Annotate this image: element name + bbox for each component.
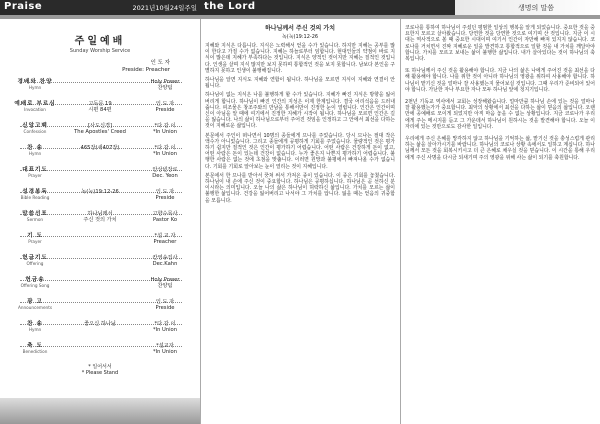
word-paragraph: 코로나를 통하여 하나님이 주셨던 평범한 일상의 행복을 알게 되었습니다. 중요한 것을 중요한지 모르고 살아왔습니다. 당연한 것을 당연한 것으로 여기며 산 것입니다. 지금 이 시대는 역사적으로 볼 때 중요한 시대이며 여기서 인간이 자만해 빠져 있지지 않습니다. 코로나를 거치면서 진짜 지혜로운 일을 발견하고 통합적으로 일할 것을 내 가치를 깨달아야 합니다. 가치를 모르고 보내는 삶이 불행한 삶입니다. 내가 살아있다는 것이 하나님의 축복입니다. — [405, 25, 595, 63]
order-item-en: Offering — [26, 261, 44, 266]
order-item-leader — [130, 211, 200, 228]
order-item-ko: 말씀선포 — [22, 211, 48, 217]
order-item-name — [0, 343, 70, 360]
order-item-leader-ko: 인 도 자 — [155, 189, 175, 195]
order-item-leader — [130, 101, 200, 118]
order-item-en: Hymn — [28, 327, 42, 332]
order-item-name — [0, 255, 70, 272]
order-item-leader — [130, 343, 200, 360]
order-item-en: Bible Reading — [20, 195, 50, 200]
order-item-en: Invocation — [24, 107, 46, 112]
order-item-name — [0, 211, 70, 228]
order-item-leader-ko: *다 같 이 — [154, 123, 176, 129]
order-item-en: Sermon — [26, 217, 44, 222]
order-item-name — [0, 189, 70, 206]
sermon-body — [200, 43, 400, 204]
order-item-en: Offering Song — [20, 283, 50, 288]
order-item-en: Prayer — [28, 239, 42, 244]
order-item-leader-ko: 고향수목사 — [152, 211, 178, 217]
order-item-leader — [130, 145, 200, 162]
order-item-leader-en: *In Union — [152, 151, 178, 157]
order-item-en: Hymn — [28, 85, 42, 90]
order-item-detail — [70, 277, 130, 294]
order-item-ko: 대표기도 — [22, 167, 48, 173]
order-item-name — [0, 101, 70, 118]
word-paragraph: 2천년 기독교 역사에서 교회는 성장해왔습니다. 얼마만큼 하나님 손에 있는 것을 얼마나 잘 활용했는가가 중요합니다. 최악의 상황에서 최선을 다하는 삶이 믿음의 삶입니다. 오랜만에 공예배로 모이게 되었지만 아직 마음 놓을 수 없는 상황입니다. 지금 코로나가 우리에게 주는 메시지를 듣고 그 가운데서 하나님이 원하시는 것을 발견해야 합니다. 오늘 이 자리에 있는 것만으로도 감사한 일입니다. — [405, 99, 595, 130]
header-band — [400, 15, 600, 19]
order-item-ko: 기 도 — [27, 233, 43, 239]
order-item-leader — [130, 299, 200, 316]
order-item-detail — [70, 79, 130, 96]
order-item-name — [0, 277, 70, 294]
order-item-ko: 경배와 찬양 — [17, 79, 53, 85]
order-item-leader — [130, 123, 200, 140]
order-item-leader-en: Preside — [155, 107, 175, 113]
order-item-leader-en: *In Union — [152, 349, 178, 355]
order-item-leader-en: Preacher — [153, 239, 177, 245]
order-item-leader — [130, 167, 200, 184]
sermon-paragraph: 지혜와 지식은 다릅니다. 지식은 노력해서 얻을 수가 있습니다. 하지만 지혜는 공부를 많이 한다고 가질 수가 없습니다. 지혜는 하늘로부터 임합니다. 현대인들의 약점이 바로 지식이 많은데 지혜가 부족하다는 것입니다. 지식은 양적인 것이지만 지혜는 질적인 것입니다. 인생을 살며 지식 많지만 보지 못하며 통합적인 것을 보지 못합니다. 남보다 본인을 구별하지 못하고 인생이 불행해집니다. — [205, 43, 395, 74]
order-item-detail: 하나님께서 주신 것의 가치 — [83, 211, 117, 223]
order-item-ko: 헌금기도 — [22, 255, 48, 261]
order-item-ko: 헌금송 — [25, 277, 45, 283]
order-item-ko: 광 고 — [27, 299, 43, 305]
lord-header — [200, 0, 400, 15]
bulletin-date: 2021년10월24일주일 — [132, 4, 197, 12]
word-of-life-column — [400, 0, 600, 424]
sermon-paragraph: 본문에서 주인이 떠나면서 10명의 종들에게 므나를 주었습니다. 당시 므나는 절대 작은 액수가 아니었습니다. 그리고 종들에게 공평하게 기회를 주었습니다. 물량적인 것은 평가하기 쉽지만 질적인 것은 인간이 평가하기 어렵습니다. 어떤 사람은 건강하게 돈이 없고, 어떤 사람은 돈이 있는데 건강이 없습니다. 누가 좋은지 나쁜지 평가하기 어렵습니다. 불행한 사람은 없는 것에 초점을 맞춥니다. 이러면 원망과 불평에서 빠져나올 수가 없습니다. 기회를 기회로 알아보는 눈이 열리는 것이 지혜입니다. — [205, 132, 395, 170]
order-item-leader-ko: *설교자 — [156, 343, 174, 349]
order-item — [0, 299, 200, 316]
order-item-leader-ko: 안상빈장로 — [152, 167, 178, 173]
order-item-en: Announcements — [17, 305, 53, 310]
order-item — [0, 189, 200, 206]
order-item-detail — [70, 343, 130, 360]
order-item-leader — [130, 321, 200, 338]
order-item-leader — [130, 255, 200, 272]
order-item-leader-en: Preside — [155, 305, 175, 311]
order-item-ko: 예배로 부르심 — [14, 101, 56, 107]
order-item-leader — [130, 233, 200, 250]
service-leader — [0, 60, 200, 74]
stand-note — [0, 364, 200, 376]
stand-note-ko: * 일어서서 — [88, 364, 112, 370]
order-item-en: Benediction — [22, 349, 48, 354]
order-item-leader-en: *In Union — [152, 129, 178, 135]
order-item-leader-ko: *다 같 이 — [154, 321, 176, 327]
order-item-leader-ko: 칸영송집사 — [152, 255, 178, 261]
order-item-leader-ko: *다 같 이 — [154, 145, 176, 151]
order-item-detail — [70, 255, 130, 272]
order-item-detail: 고독문 19 시편 84편 — [88, 101, 112, 113]
leader-en: Preside: Preacher — [122, 67, 170, 73]
order-item-leader-en: 찬양팀 — [157, 283, 173, 289]
praise-header-title: Praise — [4, 1, 43, 12]
order-item-en: Hymn — [28, 151, 42, 156]
order-item-leader-en: Dec. Yeon — [152, 173, 178, 179]
order-item-leader-en: 찬양팀 — [157, 85, 173, 91]
order-item-detail — [70, 299, 130, 316]
word-header-title: 생명의 말씀 — [518, 4, 555, 12]
order-item — [0, 167, 200, 184]
order-item-detail — [70, 167, 130, 184]
sermon-reference: 녹(눅)19:12-26 — [281, 34, 319, 40]
order-item — [0, 233, 200, 250]
order-item — [0, 211, 200, 228]
order-item-leader-ko: Holy Power — [150, 79, 180, 85]
order-list — [0, 79, 200, 360]
order-item-name — [0, 123, 70, 140]
order-item — [0, 255, 200, 272]
order-item-name — [0, 299, 70, 316]
order-item-leader-en: Preside — [155, 195, 175, 201]
service-title: 주일예배 — [74, 36, 126, 47]
word-paragraph: 또 하나님께서 주신 것을 활용해야 합니다. 지금 나의 삶은 나에게 주어진 것을 최선을 다해 활용해야 합니다. 나를 위한 것이 아니라 하나님의 영광을 위하여 사용해야 합니다. 하나님이 맡기신 것을 얼마나 잘 사용했는지 물어보실 것입니다. 그때 우리가 준비되어 있어야 합니다. 가난한 자나 부요한 자나 모두 하나님 앞에 청지기입니다. — [405, 68, 595, 93]
order-item-leader-ko: *설 교 자 — [154, 233, 176, 239]
order-item-ko: 찬 송 — [27, 145, 43, 151]
order-item — [0, 79, 200, 96]
order-item-leader-ko: 인 도 자 — [155, 101, 175, 107]
order-item-detail: 465장(새407장) — [80, 145, 120, 151]
order-item-ko: 성경봉독 — [22, 189, 48, 195]
order-item-leader-ko: 인 도 자 — [155, 299, 175, 305]
order-item — [0, 343, 200, 360]
order-item-ko: 찬 송 — [27, 321, 43, 327]
order-item-leader-en: *In Union — [152, 327, 178, 333]
word-body — [400, 25, 600, 161]
order-item — [0, 145, 200, 162]
sermon-paragraph: 하나님을 알면 지식도 지혜와 연합이 됩니다. 하나님을 모르면 지식이 지혜와 연결이 안 됩니다. — [205, 77, 395, 90]
leader-ko: 인 도 자 — [150, 60, 170, 66]
order-item-name — [0, 79, 70, 96]
order-item-name — [0, 321, 70, 338]
order-item-leader-ko: Holy Power — [150, 277, 180, 283]
word-paragraph: 우리에게 주신 은혜를 망각하지 않고 하나님을 기억하는 삶, 맡기신 것을 충성스럽게 관리하는 삶을 살아가시기를 바랍니다. 하나님의 코로나 상황 속에서도 일하고 계십니다. 하나님께서 모든 것을 회복시키시고 더 큰 은혜로 채우실 것을 믿습니다. 이 시간을 통해 우리에게 주신 사명을 다시금 되새기며 주의 영광을 위해 사는 삶이 되기를 축원합니다. — [405, 136, 595, 161]
order-item-detail: [사도신경] The Apostles' Creed — [74, 123, 126, 135]
order-item-detail: 좋으신 하나님 — [84, 321, 116, 327]
order-item-leader — [130, 277, 200, 294]
order-item-ko: 축 도 — [27, 343, 43, 349]
header-band — [200, 15, 400, 19]
order-item — [0, 277, 200, 294]
order-item — [0, 101, 200, 118]
sermon-paragraph: 하나님이 없는 지식은 나를 불행하게 할 수가 있습니다. 지혜가 빠진 지식은 방향을 잃어버리게 합니다. 하나님이 빠진 인간의 지성은 이제 한계입니다. 결국 어리석음을 드러내 줍니다. 피조물은 창조주와의 만남을 통해서만이 진정한 눈이 열립니다. 인간은 인간이며 신이 아님을 알 때에 여기에서 진정한 지혜가 시작이 됩니다. 하나님을 모르면 인간은 길을 잃습니다. 나의 삶이 하나님으로부터 주어진 것임을 인정하고 그 안에서 최선을 다하는 것이 지혜로운 삶입니다. — [205, 92, 395, 130]
order-item-leader — [130, 79, 200, 96]
order-item — [0, 321, 200, 338]
word-header — [400, 0, 600, 15]
order-of-service-column — [0, 0, 201, 424]
order-item-name — [0, 167, 70, 184]
order-item-en: Confession — [23, 129, 47, 134]
order-item-ko: 신앙고백 — [22, 123, 48, 129]
order-item-detail: 녹(눅)19:12-26 — [81, 189, 119, 195]
stand-note-en: * Please Stand — [81, 370, 119, 376]
order-item — [0, 123, 200, 140]
order-item-leader-en: Pastor Ko — [152, 217, 178, 223]
order-item-name — [0, 145, 70, 162]
order-item-name — [0, 233, 70, 250]
praise-header — [0, 0, 200, 15]
order-item-leader-en: Dec.Kahn — [152, 261, 178, 267]
order-item-detail — [70, 233, 130, 250]
sermon-paragraph: 본문에서 한 므나를 받아서 꿍쳐 써서 가져온 종이 있습니다. 이 종은 기회를 놓쳤습니다. 하나님이 내 손에 주신 것이 중요합니다. 하나님은 공평하십니다. 하나님은 곧 선하신 분이시라는 의미입니다. 오늘 나의 삶은 하나님이 허락하신 삶입니다. 가치를 모르는 삶이 불행한 삶입니다. 건강을 잃어버리고 나서야 그 가치를 압니다. 잃을 때는 얻음의 귀중함을 모릅니다. — [205, 172, 395, 204]
header-band — [0, 15, 200, 19]
service-subtitle: Sunday Worship Service — [69, 48, 131, 54]
order-item-leader — [130, 189, 200, 206]
sermon-title: 하나님께서 주신 것의 가치 — [264, 25, 336, 32]
page-footer-shade — [0, 398, 200, 424]
order-item-en: Prayer — [28, 173, 42, 178]
lord-header-title: the Lord — [204, 1, 256, 12]
sermon-column — [200, 0, 401, 424]
